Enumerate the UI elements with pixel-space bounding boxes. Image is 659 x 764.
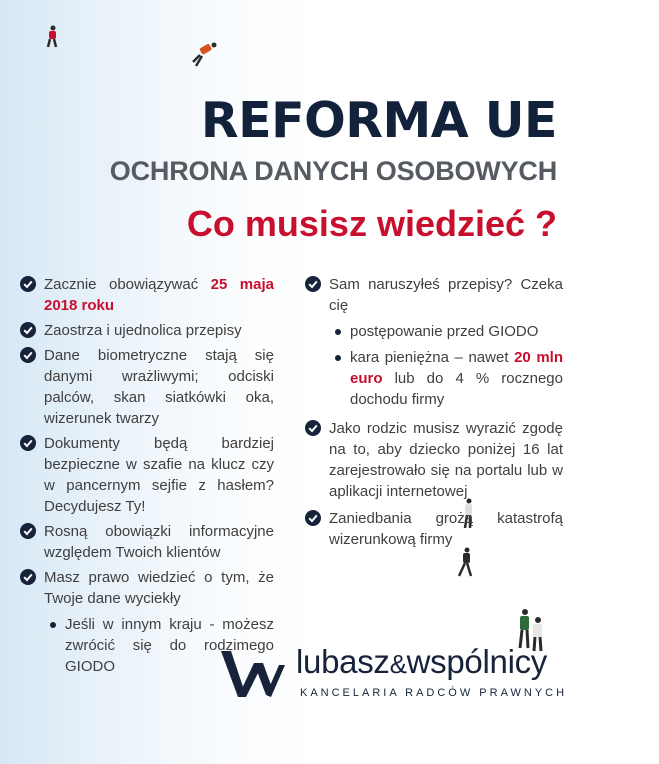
sub-list-item-text: kara pieniężna – nawet bbox=[350, 349, 515, 366]
sub-list-item-text: Jeśli w innym kraju - możesz zwrócić się do rodzimego GIODO bbox=[65, 616, 274, 675]
list-item-text: Dane biometryczne stają się danymi wrażliwymi; odciski palców, skan siatkówki oka, wizerunek twarzy bbox=[44, 347, 274, 427]
check-circle-icon bbox=[20, 523, 36, 539]
sub-list-item bbox=[305, 347, 563, 410]
page-subtitle: OCHRONA DANYCH OSOBOWYCH bbox=[109, 156, 557, 186]
check-circle-icon bbox=[305, 510, 321, 526]
list-item bbox=[20, 521, 274, 563]
headline-question: Co musisz wiedzieć ? bbox=[186, 203, 557, 244]
check-circle-icon bbox=[20, 347, 36, 363]
list-item bbox=[20, 320, 274, 341]
list-item-text: Masz prawo wiedzieć o tym, że Twoje dane wyciekły bbox=[44, 569, 274, 607]
list-item bbox=[20, 345, 274, 429]
brand-name bbox=[296, 642, 547, 684]
check-circle-icon bbox=[305, 276, 321, 292]
walking-person-figure bbox=[44, 25, 60, 49]
sub-list-item-text: lub do 4 % rocznego dochodu firmy bbox=[350, 370, 563, 408]
page-title: REFORMA UE bbox=[200, 92, 557, 149]
check-circle-icon bbox=[20, 435, 36, 451]
list-item-text: Dokumenty będą bardziej bezpieczne w szafie na klucz czy w pancernym sejfie z hasłem? Decydujesz Ty! bbox=[44, 435, 274, 515]
brand-ampersand: & bbox=[389, 649, 407, 679]
brand-tagline: KANCELARIA RADCÓW PRAWNYCH bbox=[300, 687, 568, 699]
list-item bbox=[305, 418, 563, 502]
highlight-date: 25 maja 2018 roku bbox=[44, 276, 274, 314]
list-item bbox=[20, 567, 274, 609]
sub-list-item bbox=[305, 321, 563, 342]
check-circle-icon bbox=[20, 569, 36, 585]
right-column bbox=[305, 274, 563, 554]
list-item bbox=[20, 433, 274, 517]
list-item bbox=[305, 274, 563, 316]
list-item bbox=[305, 508, 563, 550]
bullet-dot-icon bbox=[335, 355, 341, 361]
list-item-text: Rosną obowiązki informacyjne względem Twoich klientów bbox=[44, 523, 274, 561]
bullet-dot-icon bbox=[50, 622, 56, 628]
list-item-text: Zaniedbania grożą katastrofą wizerunkową firmy bbox=[329, 510, 563, 548]
bullet-dot-icon bbox=[335, 329, 341, 335]
brand-name-part2: wspólnicy bbox=[406, 643, 547, 680]
sub-list-item-text: postępowanie przed GIODO bbox=[350, 323, 539, 340]
check-circle-icon bbox=[20, 322, 36, 338]
highlight-amount: 20 mln euro bbox=[350, 349, 563, 387]
walking-person-figure bbox=[190, 40, 220, 68]
list-item-text: Jako rodzic musisz wyrazić zgodę na to, aby dziecko poniżej 16 lat zarejestrowało się na portalu lub w aplikacji internetowej bbox=[329, 420, 563, 500]
list-item-text: Zacznie obowiązywać bbox=[44, 276, 211, 293]
list-item-text: Zaostrza i ujednolica przepisy bbox=[44, 322, 242, 339]
lw-logo-icon bbox=[221, 651, 285, 699]
list-item-text: Sam naruszyłeś przepisy? Czeka cię bbox=[329, 276, 563, 314]
check-circle-icon bbox=[20, 276, 36, 292]
list-item bbox=[20, 274, 274, 316]
left-column bbox=[20, 274, 274, 682]
check-circle-icon bbox=[305, 420, 321, 436]
brand-name-part1: lubasz bbox=[296, 643, 390, 680]
